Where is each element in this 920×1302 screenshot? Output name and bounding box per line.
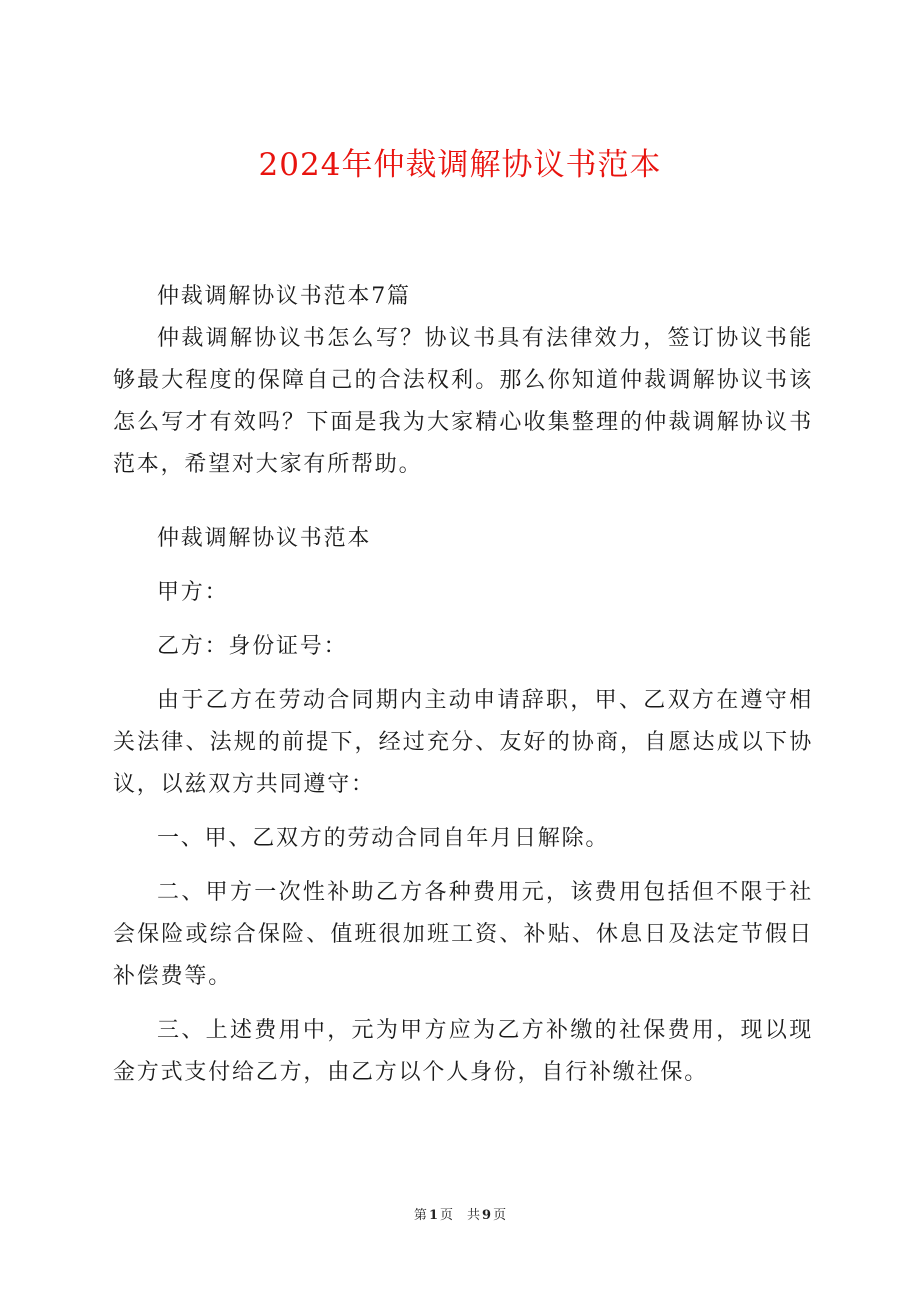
paragraph-section-heading: 仲裁调解协议书范本	[157, 526, 372, 551]
paragraph-clause-2: 二、甲方一次性补助乙方各种费用元，该费用包括但不限于社会保险或综合保险、值班很加班工资、补贴、休息日及法定节假日补偿费等。	[113, 880, 813, 989]
paragraph-clause-3: 三、上述费用中，元为甲方应为乙方补缴的社保费用，现以现金方式支付给乙方，由乙方以个人身份，自行补缴社保。	[113, 1018, 813, 1085]
page-unit: 页	[439, 1208, 453, 1223]
paragraph-subtitle: 仲裁调解协议书范本7篇	[157, 284, 411, 309]
paragraph-preamble: 由于乙方在劳动合同期内主动申请辞职，甲、乙双方在遵守相关法律、法规的前提下，经过充分、友好的协商，自愿达成以下协议，以兹双方共同遵守：	[113, 688, 813, 797]
paragraph-party-a: 甲方：	[157, 580, 229, 605]
total-unit: 页	[493, 1208, 507, 1223]
paragraph-intro: 仲裁调解协议书怎么写？协议书具有法律效力，签订协议书能够最大程度的保障自己的合法权利。那么你知道仲裁调解协议书该怎么写才有效吗？下面是我为大家精心收集整理的仲裁调解协议书范本，希望对大家有所帮助。	[113, 326, 813, 477]
page-current: 1	[428, 1208, 438, 1223]
document-body	[113, 276, 813, 1094]
page-prefix: 第	[413, 1208, 427, 1223]
total-prefix: 共	[467, 1208, 481, 1223]
page-total: 9	[482, 1208, 492, 1223]
paragraph-clause-1: 一、甲、乙双方的劳动合同自年月日解除。	[157, 826, 610, 851]
page-footer	[0, 1206, 920, 1226]
paragraph-party-b: 乙方：身份证号：	[157, 634, 348, 659]
document-title: 2024年仲裁调解协议书范本	[258, 147, 662, 183]
